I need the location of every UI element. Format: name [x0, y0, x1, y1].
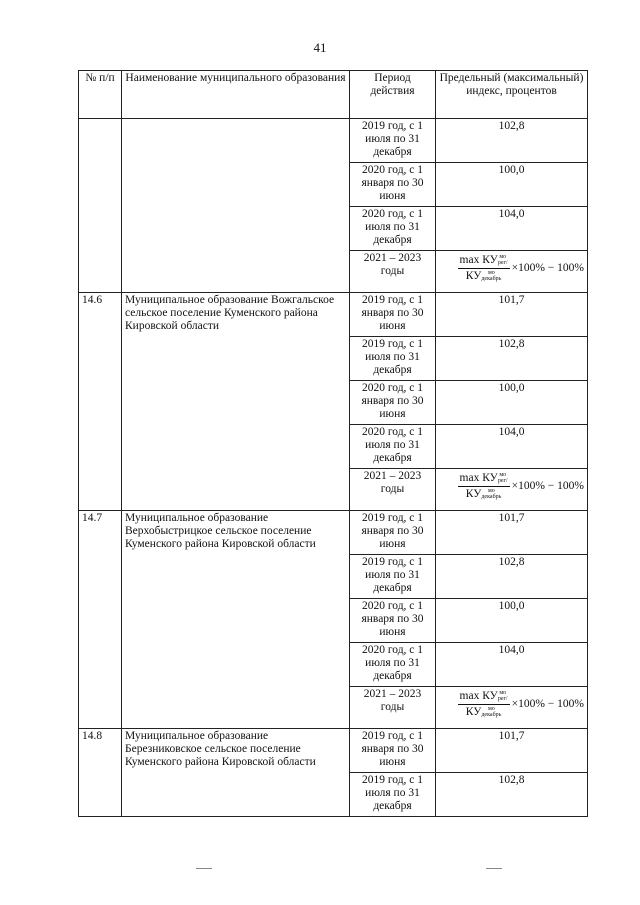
formula-fraction	[458, 254, 510, 283]
formula-top-text: max КУ	[459, 690, 498, 702]
formula-numerator	[458, 472, 510, 487]
formula-denominator	[464, 487, 504, 501]
formula-tail: ×100% − 100%	[511, 262, 584, 274]
table-header-row	[79, 71, 588, 119]
index-formula	[439, 688, 584, 719]
municipality-name	[122, 119, 350, 293]
period-cell: 2020 год, с 1 июля по 31 декабря	[350, 425, 436, 469]
formula-bottom-text: КУ	[465, 706, 482, 718]
formula-top-text: max КУ	[459, 254, 498, 266]
formula-bottom-text: КУ	[465, 488, 482, 500]
index-formula	[439, 252, 584, 283]
formula-top-text: max КУ	[459, 472, 498, 484]
index-value-cell: 100,0	[436, 163, 588, 207]
period-cell: 2019 год, с 1 января по 30 июня	[350, 729, 436, 773]
page-number: 41	[313, 40, 327, 55]
formula-tail: ×100% − 100%	[511, 698, 584, 710]
footer-mark	[196, 868, 212, 869]
period-cell: 2019 год, с 1 июля по 31 декабря	[350, 119, 436, 163]
index-formula-cell	[436, 469, 588, 511]
header-period: Период действия	[350, 71, 436, 119]
row-number: 14.7	[79, 511, 122, 729]
formula-bottom-sub: декабрь	[481, 494, 502, 501]
index-value-cell: 101,7	[436, 293, 588, 337]
formula-fraction	[458, 690, 510, 719]
formula-top-sup: мо	[499, 690, 507, 697]
index-value-cell: 102,8	[436, 337, 588, 381]
index-value-cell: 102,8	[436, 555, 588, 599]
table-body	[79, 119, 588, 817]
period-cell: 2019 год, с 1 июля по 31 декабря	[350, 337, 436, 381]
period-cell: 2020 год, с 1 января по 30 июня	[350, 599, 436, 643]
formula-top-sub: рег/	[497, 260, 508, 267]
index-value-cell: 100,0	[436, 381, 588, 425]
table-row	[79, 293, 588, 337]
table-row	[79, 729, 588, 773]
period-cell: 2020 год, с 1 июля по 31 декабря	[350, 643, 436, 687]
period-cell: 2019 год, с 1 июля по 31 декабря	[350, 773, 436, 817]
formula-top-indices	[498, 254, 508, 266]
header-index: Предельный (максимальный) индекс, процентов	[436, 71, 588, 119]
index-value-cell: 104,0	[436, 643, 588, 687]
index-formula-cell	[436, 251, 588, 293]
formula-numerator	[458, 254, 510, 269]
formula-bottom-sup: мо	[487, 270, 495, 277]
period-cell: 2021 – 2023 годы	[350, 469, 436, 511]
municipality-name: Муниципальное образование Вожгальское сельское поселение Куменского района Кировской области	[122, 293, 350, 511]
period-cell: 2020 год, с 1 января по 30 июня	[350, 381, 436, 425]
formula-top-indices	[498, 472, 508, 484]
formula-bottom-sup: мо	[487, 488, 495, 495]
formula-top-sup: мо	[499, 254, 507, 261]
formula-bottom-indices	[481, 706, 501, 718]
formula-top-sup: мо	[499, 472, 507, 479]
index-value-cell: 102,8	[436, 119, 588, 163]
period-cell: 2020 год, с 1 января по 30 июня	[350, 163, 436, 207]
index-formula	[439, 470, 584, 501]
formula-top-sub: рег/	[497, 696, 508, 703]
row-number: 14.8	[79, 729, 122, 817]
index-value-cell: 101,7	[436, 729, 588, 773]
table-row	[79, 119, 588, 163]
municipality-name: Муниципальное образование Березниковское сельское поселение Куменского района Кировской области	[122, 729, 350, 817]
formula-denominator	[464, 269, 504, 283]
period-cell: 2019 год, с 1 января по 30 июня	[350, 293, 436, 337]
formula-fraction	[458, 472, 510, 501]
index-value-cell: 104,0	[436, 207, 588, 251]
formula-top-indices	[498, 690, 508, 702]
index-formula-cell	[436, 687, 588, 729]
header-name: Наименование муниципального образования	[122, 71, 350, 119]
formula-bottom-text: КУ	[465, 270, 482, 282]
formula-denominator	[464, 705, 504, 719]
period-cell: 2019 год, с 1 января по 30 июня	[350, 511, 436, 555]
formula-bottom-sub: декабрь	[481, 712, 502, 719]
municipality-name: Муниципальное образование Верхобыстрицкое сельское поселение Куменского района Кировской области	[122, 511, 350, 729]
header-number: № п/п	[79, 71, 122, 119]
formula-bottom-sub: декабрь	[481, 276, 502, 283]
period-cell: 2020 год, с 1 июля по 31 декабря	[350, 207, 436, 251]
row-number	[79, 119, 122, 293]
formula-bottom-sup: мо	[487, 706, 495, 713]
formula-numerator	[458, 690, 510, 705]
period-cell: 2021 – 2023 годы	[350, 687, 436, 729]
formula-bottom-indices	[481, 270, 501, 282]
tariff-index-table	[78, 70, 588, 817]
footer-mark	[486, 868, 502, 869]
index-value-cell: 100,0	[436, 599, 588, 643]
formula-tail: ×100% − 100%	[511, 480, 584, 492]
index-value-cell: 102,8	[436, 773, 588, 817]
period-cell: 2019 год, с 1 июля по 31 декабря	[350, 555, 436, 599]
formula-top-sub: рег/	[497, 478, 508, 485]
row-number: 14.6	[79, 293, 122, 511]
period-cell: 2021 – 2023 годы	[350, 251, 436, 293]
index-value-cell: 101,7	[436, 511, 588, 555]
table-row	[79, 511, 588, 555]
formula-bottom-indices	[481, 488, 501, 500]
index-value-cell: 104,0	[436, 425, 588, 469]
